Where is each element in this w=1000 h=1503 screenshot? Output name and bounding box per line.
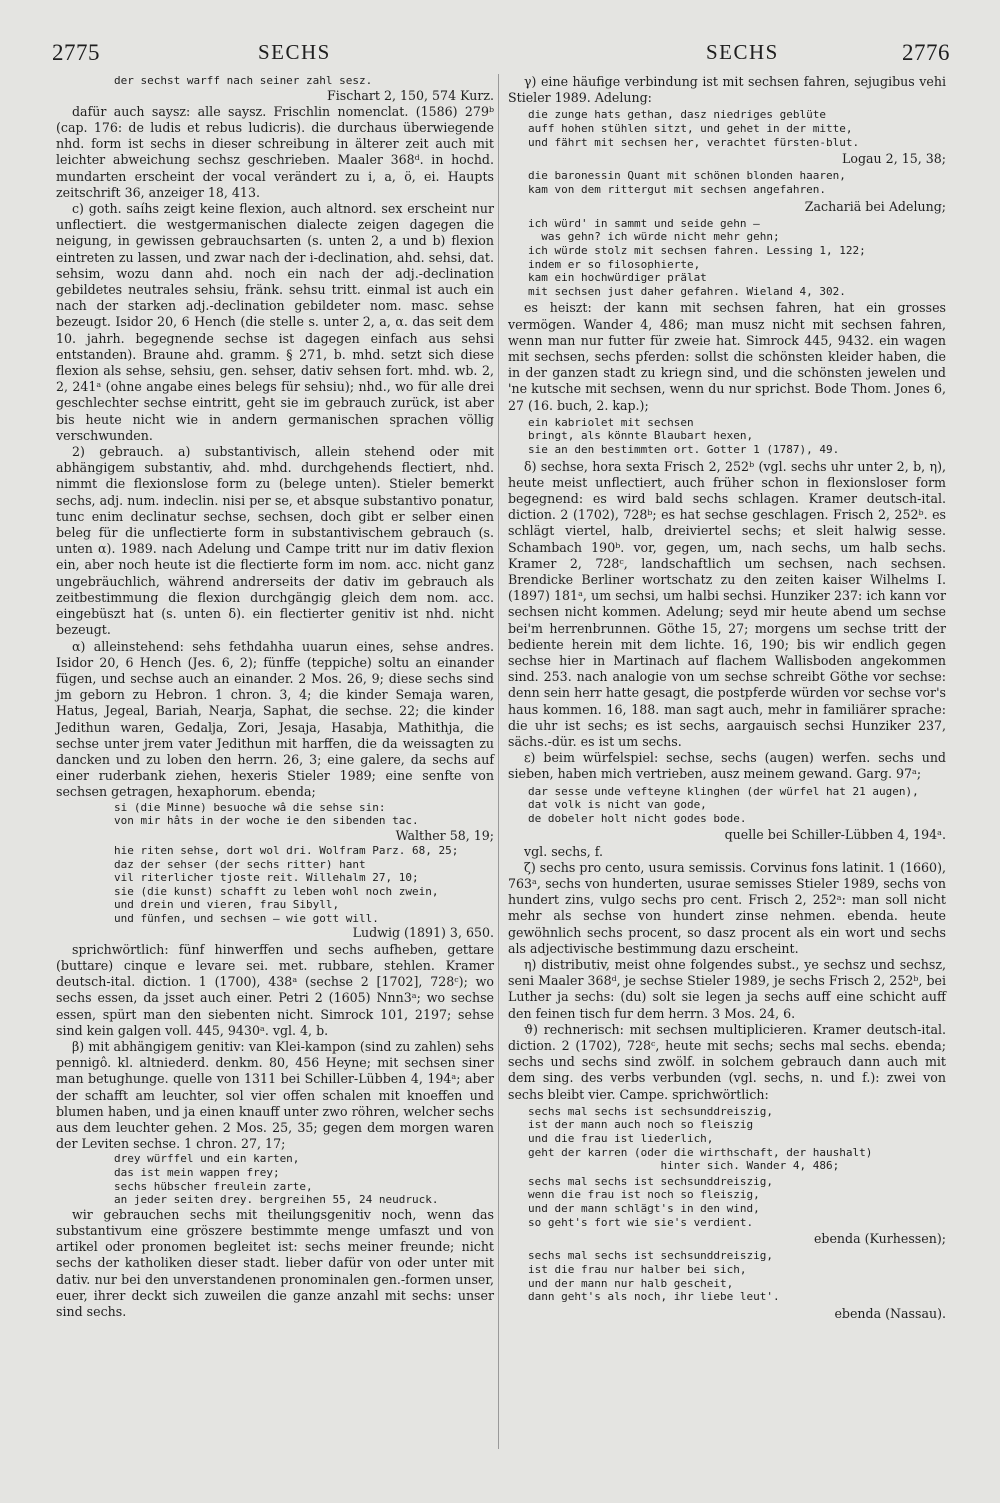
left-running-headword: SECHS: [258, 40, 331, 64]
source-citation: Logau 2, 15, 38;: [842, 151, 946, 167]
source-citation: ebenda (Nassau).: [834, 1305, 946, 1321]
entry-paragraph: wir gebrauchen sechs mit theilungsgenitiv noch, wenn das substantivum eine gröszere bestimmte menge umfaszt und von artikel oder pronomen begleitet ist: sechs meiner freunde; nicht sechs der katholiken dieser stadt. lieber dafür von oder unter mit dativ. nur bei den unverstandenen pronominalen gen.-formen unser, euer, ihrer deckt sich zuweilen die ganze anzahl mit sechs: unser sind sechs.: [56, 1206, 494, 1319]
source-citation: Fischart 2, 150, 574 Kurz.: [327, 87, 494, 103]
column-divider: [498, 74, 499, 1449]
entry-paragraph: 2) gebrauch. a) substantivisch, allein stehend oder mit abhängigem substantiv, ahd. mhd. durchgehends flectiert, nhd. nimmt die flexionslose form zu (belege unten). Stieler bemerkt sechs, adj. num. indeclin. nisi per se, et absque substantivo ponatur, tunc enim declinatur sechse, sechsen, doch gibt er selber einen beleg für die unflectierte form in substantivischem gebrauch (s. unten α). 1989. nach Adelung und Campe tritt nur im dativ flexion ein, aber noch heute ist die flectierte form im nom. acc. nicht ganz ungebräuchlich, während andrerseits der dativ im gebrauch als zeitbestimmung die flexion durchgängig gleich dem nom. acc. eingebüszt hat (s. unten δ). ein flectierter genitiv ist nhd. nicht bezeugt.: [56, 444, 494, 638]
verse-quote: daz der sehser (der sechs ritter) hant vil riterlicher tjoste reit. Willehalm 27, 10; sie (die kunst) schafft zu leben wohl noch zwein, und drein und vieren, frau Sibyll, und fünfen, und sechsen — wie gott will.: [114, 857, 439, 925]
entry-paragraph: ζ) sechs pro cento, usura semissis. Corvinus fons latinit. 1 (1660), 763ᵃ, sechs von hunderten, usurae semisses Stieler 1989, sechs von hundert zins, vulgo sechs pro cent. Frisch 2, 252ᵃ: man soll nicht mehr als sechse von hundert zinse nehmen. ebenda. heute gewöhnlich sechs procent, so dasz procent als ein wort und sechs als adjectivische bestimmung dazu erscheint.: [508, 859, 946, 956]
verse-quote: hie riten sehse, dort wol dri. Wolfram Parz. 68, 25;: [114, 843, 459, 857]
verse-quote: si (die Minne) besuoche wâ die sehse sin: von mir hâts in der woche ie den sibenden tac.: [114, 800, 419, 828]
right-running-headword: SECHS: [706, 40, 779, 64]
verse-quote: die baronessin Quant mit schönen blonden haaren, kam von dem rittergut mit sechsen angefahren.: [528, 169, 846, 196]
verse-quote: ich würd' in sammt und seide gehn — was gehn? ich würde nicht mehr gehn; ich würde stolz mit sechsen fahren. Lessing 1, 122; indem er so filosophierte, kam ein hochwürdiger prälat mit sechsen just daher gefahren. Wieland 4, 302.: [528, 216, 866, 298]
entry-paragraph: c) goth. saíhs zeigt keine flexion, auch altnord. sex erscheint nur unflectiert. die westgermanischen dialecte zeigen dagegen die neigung, in gewissen gebrauchsarten (s. unten 2, a und b) flexion eintreten zu lassen, und zwar nach der i-declination, ahd. sehsi, dat. sehsim, wozu dann ahd. noch ein nach der adj.-declination gebildetes neutrales sehsiu, fränk. sehsu tritt. einmal ist auch ein nach der starken adj.-declination gebildeter nom. masc. sehse bezeugt. Isidor 20, 6 Hench (die stelle s. unter 2, a, α. das seit dem 10. jahrh. begegnende sechse ist dagegen einfach aus sehsi entstanden). Braune ahd. gramm. § 271, b. mhd. setzt sich diese flexion als sehse, sehsiu, gen. sehser, dativ sehsen fort. mhd. wb. 2, 2, 241ᵃ (ohne angabe eines belegs für sehsiu); nhd., wo für alle drei geschlechter sechse eintritt, geht sie im gebrauch zurück, ist aber bis heute nicht wie in andern germanischen sprachen völlig verschwunden.: [56, 201, 494, 443]
verse-quote: der sechst warff nach seiner zahl sesz.: [114, 74, 373, 87]
entry-paragraph: ε) beim würfelspiel: sechse, sechs (augen) werfen. sechs und sieben, haben mich vertrieben, ausz meinem gewand. Garg. 97ᵃ;: [508, 750, 946, 782]
verse-quote: die zunge hats gethan, dasz niedriges geblüte auff hohen stühlen sitzt, und gehet in der mitte, und fährt mit sechsen her, verachtet fürsten-blut.: [528, 108, 860, 149]
entry-paragraph: γ) eine häufige verbindung ist mit sechsen fahren, sejugibus vehi Stieler 1989. Adelung:: [508, 74, 946, 106]
source-citation: Walther 58, 19;: [395, 827, 494, 843]
verse-quote: sechs mal sechs ist sechsunddreiszig, ist die frau nur halber bei sich, und der mann nur halb gescheit, dann geht's als noch, ihr liebe leut'.: [528, 1249, 780, 1304]
source-citation: Zachariä bei Adelung;: [804, 198, 946, 214]
verse-quote: dar sesse unde vefteyne klinghen (der würfel hat 21 augen), dat volk is nicht van gode, de dobeler holt nicht godes bode.: [528, 784, 919, 825]
right-column: [508, 74, 946, 1322]
entry-paragraph: α) alleinstehend: sehs fethdahha uuarun eines, sehse andres. Isidor 20, 6 Hench (Jes. 6, 2); fünffe (teppiche) soltu an einander fügen, und sechse auch an einander. 2 Mos. 26, 9; diese sechs sind jm geborn zu Hebron. 1 chron. 3, 4; die kinder Semaja waren, Hatus, Jegeal, Bariah, Nearja, Saphat, die sechse. 22; die kinder Jedithun waren, Gedalja, Zori, Jesaja, Hasabja, Mathithja, die sechse unter jrem vater Jedithun mit harffen, die da weissagten zu dancken und zu loben den herrn. 26, 3; eine galere, da sechs auf einer ruderbank ziehen, hexeris Stieler 1989; eine senfte von sechsen getragen, hexaphorum. ebenda;: [56, 638, 494, 800]
verse-quote: sechs mal sechs ist sechsunddreiszig, wenn die frau ist noch so fleiszig, und der mann schlägt's in den wind, so geht's fort wie sie's verdient.: [528, 1174, 774, 1229]
source-citation: quelle bei Schiller-Lübben 4, 194ᵃ.: [724, 827, 946, 843]
source-citation: ebenda (Kurhessen);: [813, 1231, 946, 1247]
entry-paragraph: sprichwörtlich: fünf hinwerffen und sechs aufheben, gettare (buttare) cinque e levare sei. met. rubbare, stehlen. Kramer deutsch-ital. diction. 1 (1700), 438ᵃ (sechse 2 [1702], 728ᶜ); wo sechs essen, da jsset auch einer. Petri 2 (1605) Nnn3ᵃ; wo sechse essen, spürt man den siebenten nicht. Simrock 101, 2197; sehse sind kein galgen voll. 445, 9430ᵃ. vgl. 4, b.: [56, 941, 494, 1038]
left-page-number: 2775: [52, 40, 100, 65]
verse-quote: sechs mal sechs ist sechsunddreiszig, ist der mann auch noch so fleiszig und die frau ist liederlich, geht der karren (oder die wirthschaft, der haushalt) hinter sich. Wander 4, 486;: [528, 1104, 873, 1173]
entry-paragraph: ϑ) rechnerisch: mit sechsen multiplicieren. Kramer deutsch-ital. diction. 2 (1702), 728ᶜ, heute mit sechs; sechs mal sechs. ebenda; sechs und sechs sind zwölf. in solchem gebrauch dann auch mit dem sing. des verbs verbunden (vgl. sechs, n. und f.): zwei von sechs bleibt vier. Campe. sprichwörtlich:: [508, 1021, 946, 1102]
entry-paragraph: dafür auch saysz: alle saysz. Frischlin nomenclat. (1586) 279ᵇ (cap. 176: de ludis et rebus ludicris). die durchaus überwiegende nhd. form ist sechs in dieser schreibung in älterer zeit auch mit leichter abweichung sechsz geschrieben. Maaler 368ᵈ. in hochd. mundarten erscheint der vocal verändert zu i, a, ö, ei. Haupts zeitschrift 36, anzeiger 18, 413.: [56, 103, 494, 200]
entry-paragraph: es heiszt: der kann mit sechsen fahren, hat ein grosses vermögen. Wander 4, 486; man musz nicht mit sechsen fahren, wenn man nur futter für zweie hat. Simrock 445, 9432. ein wagen mit sechsen, sechs pferden: sollst die schönsten kleider haben, die in der ganzen stadt zu kriegn sind, und die schönsten jewelen und 'ne kutsche mit sechsen, wenn du nur sprichst. Bode Thom. Jones 6, 27 (16. buch, 2. kap.);: [508, 300, 946, 413]
page-header: [0, 40, 1000, 70]
verse-quote: drey würffel und ein karten, das ist mein wappen frey; sechs hübscher freulein zarte, an jeder seiten drey. bergreihen 55, 24 neudruck.: [114, 1152, 439, 1207]
left-column: [56, 74, 494, 1320]
entry-paragraph: δ) sechse, hora sexta Frisch 2, 252ᵇ (vgl. sechs uhr unter 2, b, η), heute meist unflectiert, auch früher schon in flexionsloser form begegnend: es wird bald sechs schlagen. Kramer deutsch-ital. diction. 2 (1702), 728ᵇ; es hat sechse geschlagen. Frisch 2, 252ᵇ. es schlägt viertel, halb, dreiviertel sechs; et sleit halwig sesse. Schambach 190ᵇ. vor, gegen, um, nach sechs, um halb sechs. Kramer 2, 728ᶜ, landschaftlich um sechsen, nach sechsen. Brendicke Berliner wortschatz zu den zeiten kaiser Wilhelms I. (1897) 181ᵃ, um sechsi, um halbi sechsi. Hunziker 237: ich kann vor sechsen nicht kommen. Adelung; seyd mir heute abend um sechse bei'm herrenbrunnen. Göthe 15, 27; morgens um sechse tritt der bediente herein mit dem lichte. 16, 190; bis wir endlich gegen sechse hier in Martinach auf flachem Wallisboden angekommen sind. 253. nach analogie von um sechse schreibt Göthe vor sechse: denn sein herr hatte gesagt, die postpferde würden vor sechse vor's haus kommen. 16, 188. man sagt auch, mehr in familiärer sprache: die uhr ist sechs; es ist sechs, aargauisch sechsi Hunziker 237, sächs.-dür. es ist um sechs.: [508, 458, 946, 749]
entry-paragraph: vgl. sechs, f.: [524, 843, 603, 859]
entry-paragraph: β) mit abhängigem genitiv: van Klei-kampon (sind zu zahlen) sehs pennigô. kl. altniederd. denkm. 80, 456 Heyne; mit sechsen siner man betughunge. quelle von 1311 bei Schiller-Lübben 4, 194ᵃ; aber der schafft am leuchter, sol vier offen schalen mit knoeffen und blumen haben, und ja einen knauff unter zwo röhren, welcher sechs aus dem leuchter gehen. 2 Mos. 25, 35; gegen dem morgen waren der Leviten sechse. 1 chron. 27, 17;: [56, 1038, 494, 1152]
verse-quote: ein kabriolet mit sechsen bringt, als könnte Blaubart hexen, sie an den bestimmten ort. Gotter 1 (1787), 49.: [528, 415, 840, 456]
entry-paragraph: η) distributiv, meist ohne folgendes subst., ye sechsz und sechsz, seni Maaler 368ᵈ, je sechse Stieler 1989, je sechs Frisch 2, 252ᵇ, bei Luther ja sechs: (du) solt sie legen ja sechs auff eine schicht auff den feinen tisch fur dem herrn. 3 Mos. 24, 6.: [508, 957, 946, 1021]
right-page-number: 2776: [902, 40, 950, 65]
source-citation: Ludwig (1891) 3, 650.: [352, 925, 494, 941]
